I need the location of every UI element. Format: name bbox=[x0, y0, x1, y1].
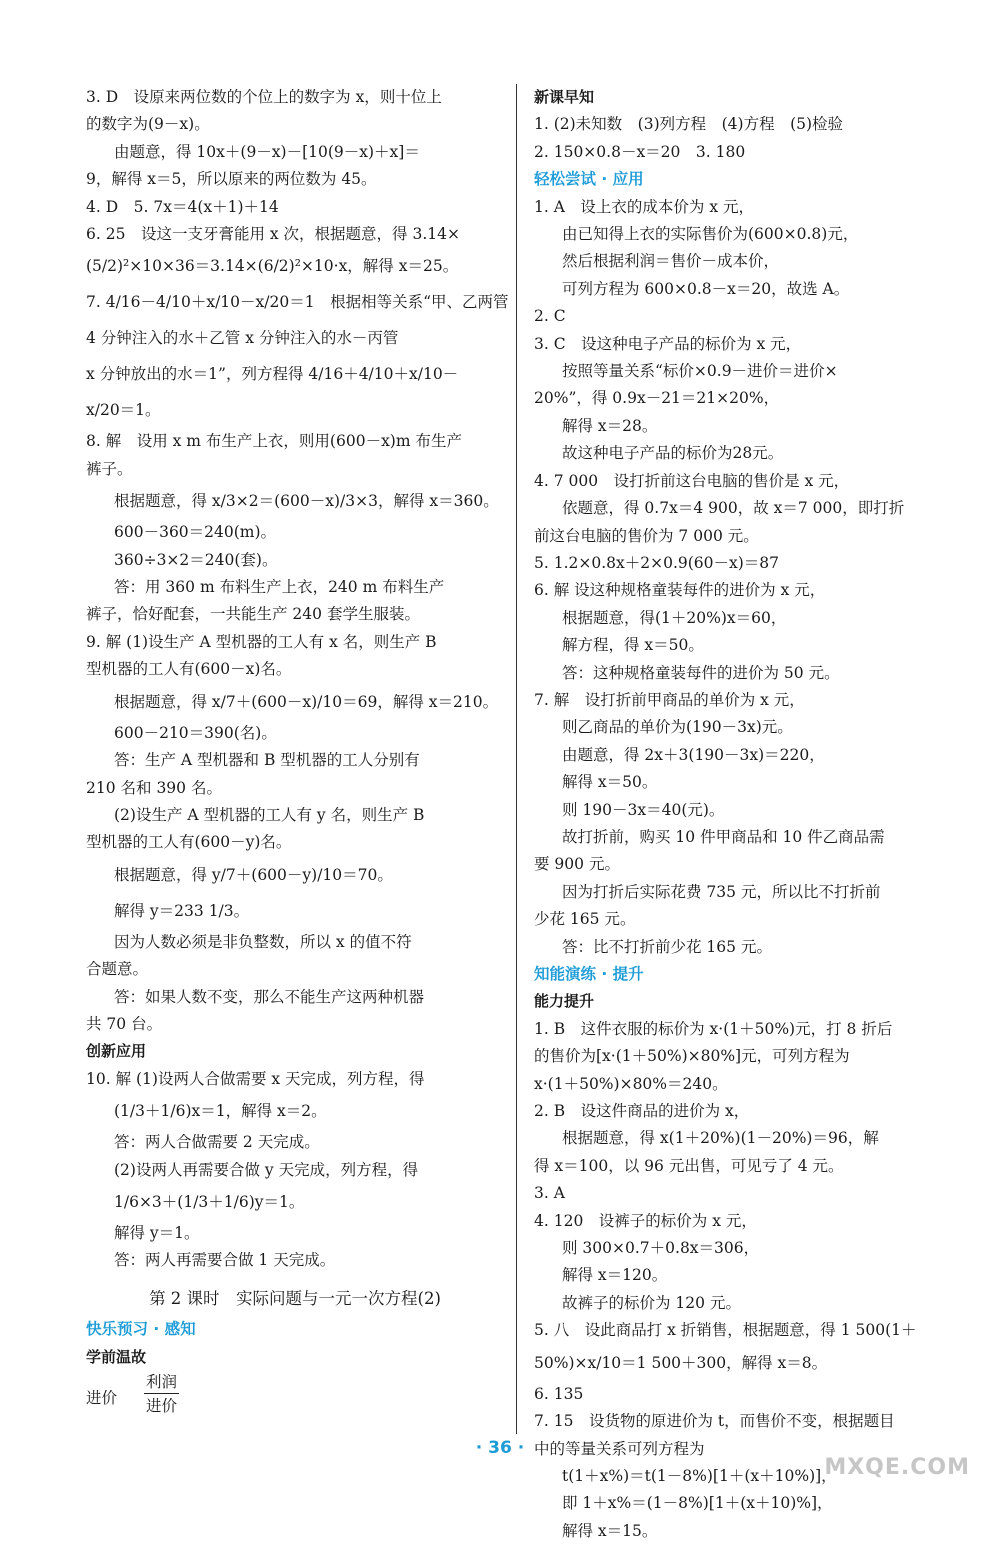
answer-line: 7. 15 设货物的原进价为 t，而售价不变，根据题目 bbox=[534, 1412, 895, 1431]
answer-line: x·(1＋50%)×80%＝240。 bbox=[534, 1074, 728, 1093]
answer-line: 7. 4/16－4/10＋x/10－x/20＝1 根据相等关系“甲、乙两管 bbox=[86, 293, 509, 312]
answer-line: 答：两人合做需要 2 天完成。 bbox=[114, 1133, 320, 1152]
fraction-label: 进价 bbox=[86, 1389, 118, 1407]
answer-line: 共 70 台。 bbox=[86, 1014, 163, 1033]
answer-line: 故这种电子产品的标价为28元。 bbox=[562, 444, 784, 463]
answer-line: 解得 y＝233 1/3。 bbox=[114, 901, 250, 920]
answer-line: 50%)×x/10＝1 500＋300，解得 x＝8。 bbox=[534, 1353, 828, 1372]
answer-line: 由题意，得 2x＋3(190－3x)＝220， bbox=[562, 745, 825, 764]
answer-line: 6. 解 设这种规格童装每件的进价为 x 元， bbox=[534, 581, 826, 600]
answer-line: 合题意。 bbox=[86, 960, 149, 979]
answer-line: 4. 120 设裤子的标价为 x 元， bbox=[534, 1211, 757, 1230]
answer-line: 因为打折后实际花费 735 元，所以比不打折前 bbox=[562, 882, 881, 901]
answer-line: (2)设生产 A 型机器的工人有 y 名，则生产 B bbox=[114, 805, 425, 824]
formula-fraction bbox=[86, 1371, 504, 1429]
page-number: · 36 · bbox=[475, 1438, 525, 1458]
answer-line: 裤子，恰好配套，一共能生产 240 套学生服装。 bbox=[86, 605, 420, 624]
answer-line: 依题意，得 0.7x＝4 900，故 x＝7 000，即打折 bbox=[562, 499, 905, 518]
answer-line: 5. 八 设此商品打 x 折销售，根据题意，得 1 500(1＋ bbox=[534, 1321, 917, 1340]
answer-line: 可列方程为 600×0.8－x＝20，故选 A。 bbox=[562, 279, 850, 298]
left-column bbox=[86, 84, 509, 1429]
subhead-ability: 能力提升 bbox=[534, 992, 595, 1011]
answer-line: 1. B 这件衣服的标价为 x·(1＋50%)元，打 8 折后 bbox=[534, 1019, 893, 1038]
answer-line: 2. 150×0.8－x＝20 3. 180 bbox=[534, 142, 746, 161]
answer-line: 根据题意，得 x/7＋(600－x)/10＝69，解得 x＝210。 bbox=[114, 692, 499, 711]
answer-line: 按照等量关系“标价×0.9－进价＝进价× bbox=[562, 362, 838, 381]
answer-line: 600－360＝240(m)。 bbox=[114, 523, 277, 542]
answer-line: 600－210＝390(名)。 bbox=[114, 723, 277, 742]
fraction-denominator: 进价 bbox=[146, 1397, 178, 1415]
answer-line: 裤子。 bbox=[86, 459, 133, 478]
answer-line: 要 900 元。 bbox=[534, 855, 620, 874]
answer-line: 6. 25 设这一支牙膏能用 x 次，根据题意，得 3.14× bbox=[86, 225, 460, 244]
answer-line: 少花 165 元。 bbox=[534, 910, 636, 929]
subhead-new-lesson: 新课早知 bbox=[534, 88, 595, 106]
answer-line: 的数字为(9－x)。 bbox=[86, 115, 210, 134]
answer-line: 20%”，得 0.9x－21＝21×20%， bbox=[534, 389, 780, 408]
answer-line: 9，解得 x＝5，所以原来的两位数为 45。 bbox=[86, 170, 377, 189]
answer-line: 3. C 设这种电子产品的标价为 x 元， bbox=[534, 334, 802, 353]
answer-line: 解得 x＝120。 bbox=[562, 1266, 668, 1285]
answer-line: 故裤子的标价为 120 元。 bbox=[562, 1293, 741, 1312]
answer-line: 前这台电脑的售价为 7 000 元。 bbox=[534, 526, 759, 545]
answer-line: 答：生产 A 型机器和 B 型机器的工人分别有 bbox=[114, 751, 420, 770]
answer-line: 3. D 设原来两位数的个位上的数字为 x，则十位上 bbox=[86, 88, 442, 106]
answer-line: 即 1＋x%＝(1－8%)[1＋(x＋10)%]， bbox=[562, 1494, 833, 1513]
answer-line: t(1＋x%)＝t(1－8%)[1＋(x＋10%)]， bbox=[562, 1466, 837, 1485]
subhead-innovation: 创新应用 bbox=[86, 1042, 147, 1061]
answer-line: 答：两人再需要合做 1 天完成。 bbox=[114, 1251, 336, 1270]
answer-line: 2. C bbox=[534, 307, 566, 326]
subhead-review: 学前温故 bbox=[86, 1347, 147, 1366]
answer-line: 5. 1.2×0.8x＋2×0.9(60－x)＝87 bbox=[534, 553, 780, 572]
column-divider bbox=[516, 84, 517, 1434]
answer-line: 型机器的工人有(600－y)名。 bbox=[86, 833, 292, 852]
section-heading-practice: 知能演练 · 提升 bbox=[534, 965, 644, 983]
answer-line: 210 名和 390 名。 bbox=[86, 778, 222, 797]
answer-line: 型机器的工人有(600－x)名。 bbox=[86, 660, 292, 679]
answer-line: x/20＝1。 bbox=[86, 401, 161, 420]
answer-line: 4 分钟注入的水＋乙管 x 分钟注入的水－丙管 bbox=[86, 329, 399, 348]
answer-line: 10. 解 (1)设两人合做需要 x 天完成，列方程，得 bbox=[86, 1069, 425, 1088]
answer-line: 解得 x＝15。 bbox=[562, 1521, 658, 1540]
answer-line: 1. (2)未知数 (3)列方程 (4)方程 (5)检验 bbox=[534, 115, 844, 134]
fraction-numerator: 利润 bbox=[144, 1371, 179, 1394]
answer-line: 1. A 设上衣的成本价为 x 元， bbox=[534, 197, 755, 216]
answer-line: 答：用 360 m 布料生产上衣，240 m 布料生产 bbox=[114, 578, 445, 597]
right-column bbox=[534, 84, 954, 1545]
answer-line: 根据题意，得 y/7＋(600－y)/10＝70。 bbox=[114, 865, 393, 884]
answer-line: (1/3＋1/6)x＝1，解得 x＝2。 bbox=[114, 1102, 327, 1121]
answer-line: 根据题意，得(1＋20%)x＝60， bbox=[562, 608, 787, 627]
answer-line: (2)设两人再需要合做 y 天完成，列方程，得 bbox=[114, 1160, 419, 1179]
section-heading-preview: 快乐预习 · 感知 bbox=[86, 1320, 196, 1339]
answer-line: 答：如果人数不变，那么不能生产这两种机器 bbox=[114, 987, 425, 1006]
answer-line: 解得 y＝1。 bbox=[114, 1223, 200, 1242]
answer-line: 故打折前，购买 10 件甲商品和 10 件乙商品需 bbox=[562, 827, 885, 846]
answer-line: x 分钟放出的水＝1”，列方程得 4/16＋4/10＋x/10－ bbox=[86, 365, 459, 384]
answer-line: 8. 解 设用 x m 布生产上衣，则用(600－x)m 布生产 bbox=[86, 432, 462, 451]
answer-line: 的售价为[x·(1＋50%)×80%]元，可列方程为 bbox=[534, 1047, 850, 1066]
answer-line: 2. B 设这件商品的进价为 x， bbox=[534, 1102, 750, 1121]
section-heading-try: 轻松尝试 · 应用 bbox=[534, 170, 644, 189]
answer-line: 则 190－3x＝40(元)。 bbox=[562, 800, 725, 819]
answer-line: 得 x＝100，以 96 元出售，可见亏了 4 元。 bbox=[534, 1156, 844, 1175]
answer-line: 360÷3×2＝240(套)。 bbox=[114, 550, 278, 569]
answer-line: 答：比不打折前少花 165 元。 bbox=[562, 937, 772, 956]
answer-line: 解得 x＝28。 bbox=[562, 416, 658, 435]
answer-line: 解得 x＝50。 bbox=[562, 773, 658, 792]
answer-line: 4. 7 000 设打折前这台电脑的售价是 x 元， bbox=[534, 471, 850, 490]
answer-line: 4. D 5. 7x＝4(x＋1)＋14 bbox=[86, 197, 279, 216]
answer-line: (5/2)²×10×36＝3.14×(6/2)²×10·x，解得 x＝25。 bbox=[86, 257, 459, 276]
answer-line: 1/6×3＋(1/3＋1/6)y＝1。 bbox=[114, 1192, 305, 1211]
answer-line: 中的等量关系可列方程为 bbox=[534, 1439, 705, 1458]
answer-line: 由已知得上衣的实际售价为(600×0.8)元， bbox=[562, 225, 859, 244]
answer-line: 6. 135 bbox=[534, 1384, 584, 1403]
answer-line: 因为人数必须是非负整数，所以 x 的值不符 bbox=[114, 932, 412, 951]
answer-line: 根据题意，得 x/3×2＝(600－x)/3×3，解得 x＝360。 bbox=[114, 492, 499, 511]
answer-line: 解方程，得 x＝50。 bbox=[562, 636, 704, 655]
watermark: MXQE.COM bbox=[824, 1455, 970, 1480]
answer-line: 根据题意，得 x(1＋20%)(1－20%)＝96，解 bbox=[562, 1129, 879, 1148]
answer-line: 由题意，得 10x＋(9－x)－[10(9－x)＋x]＝ bbox=[114, 142, 420, 161]
answer-line: 7. 解 设打折前甲商品的单价为 x 元， bbox=[534, 690, 805, 709]
answer-line: 则 300×0.7＋0.8x＝306， bbox=[562, 1239, 760, 1258]
answer-line: 答：这种规格童装每件的进价为 50 元。 bbox=[562, 663, 840, 682]
answer-line: 然后根据利润＝售价－成本价， bbox=[562, 252, 780, 271]
answer-line: 则乙商品的单价为(190－3x)元。 bbox=[562, 718, 793, 737]
answer-line: 9. 解 (1)设生产 A 型机器的工人有 x 名，则生产 B bbox=[86, 632, 437, 651]
lesson-title: 第 2 课时 实际问题与一元一次方程(2) bbox=[149, 1288, 441, 1308]
answer-line: 3. A bbox=[534, 1184, 565, 1203]
